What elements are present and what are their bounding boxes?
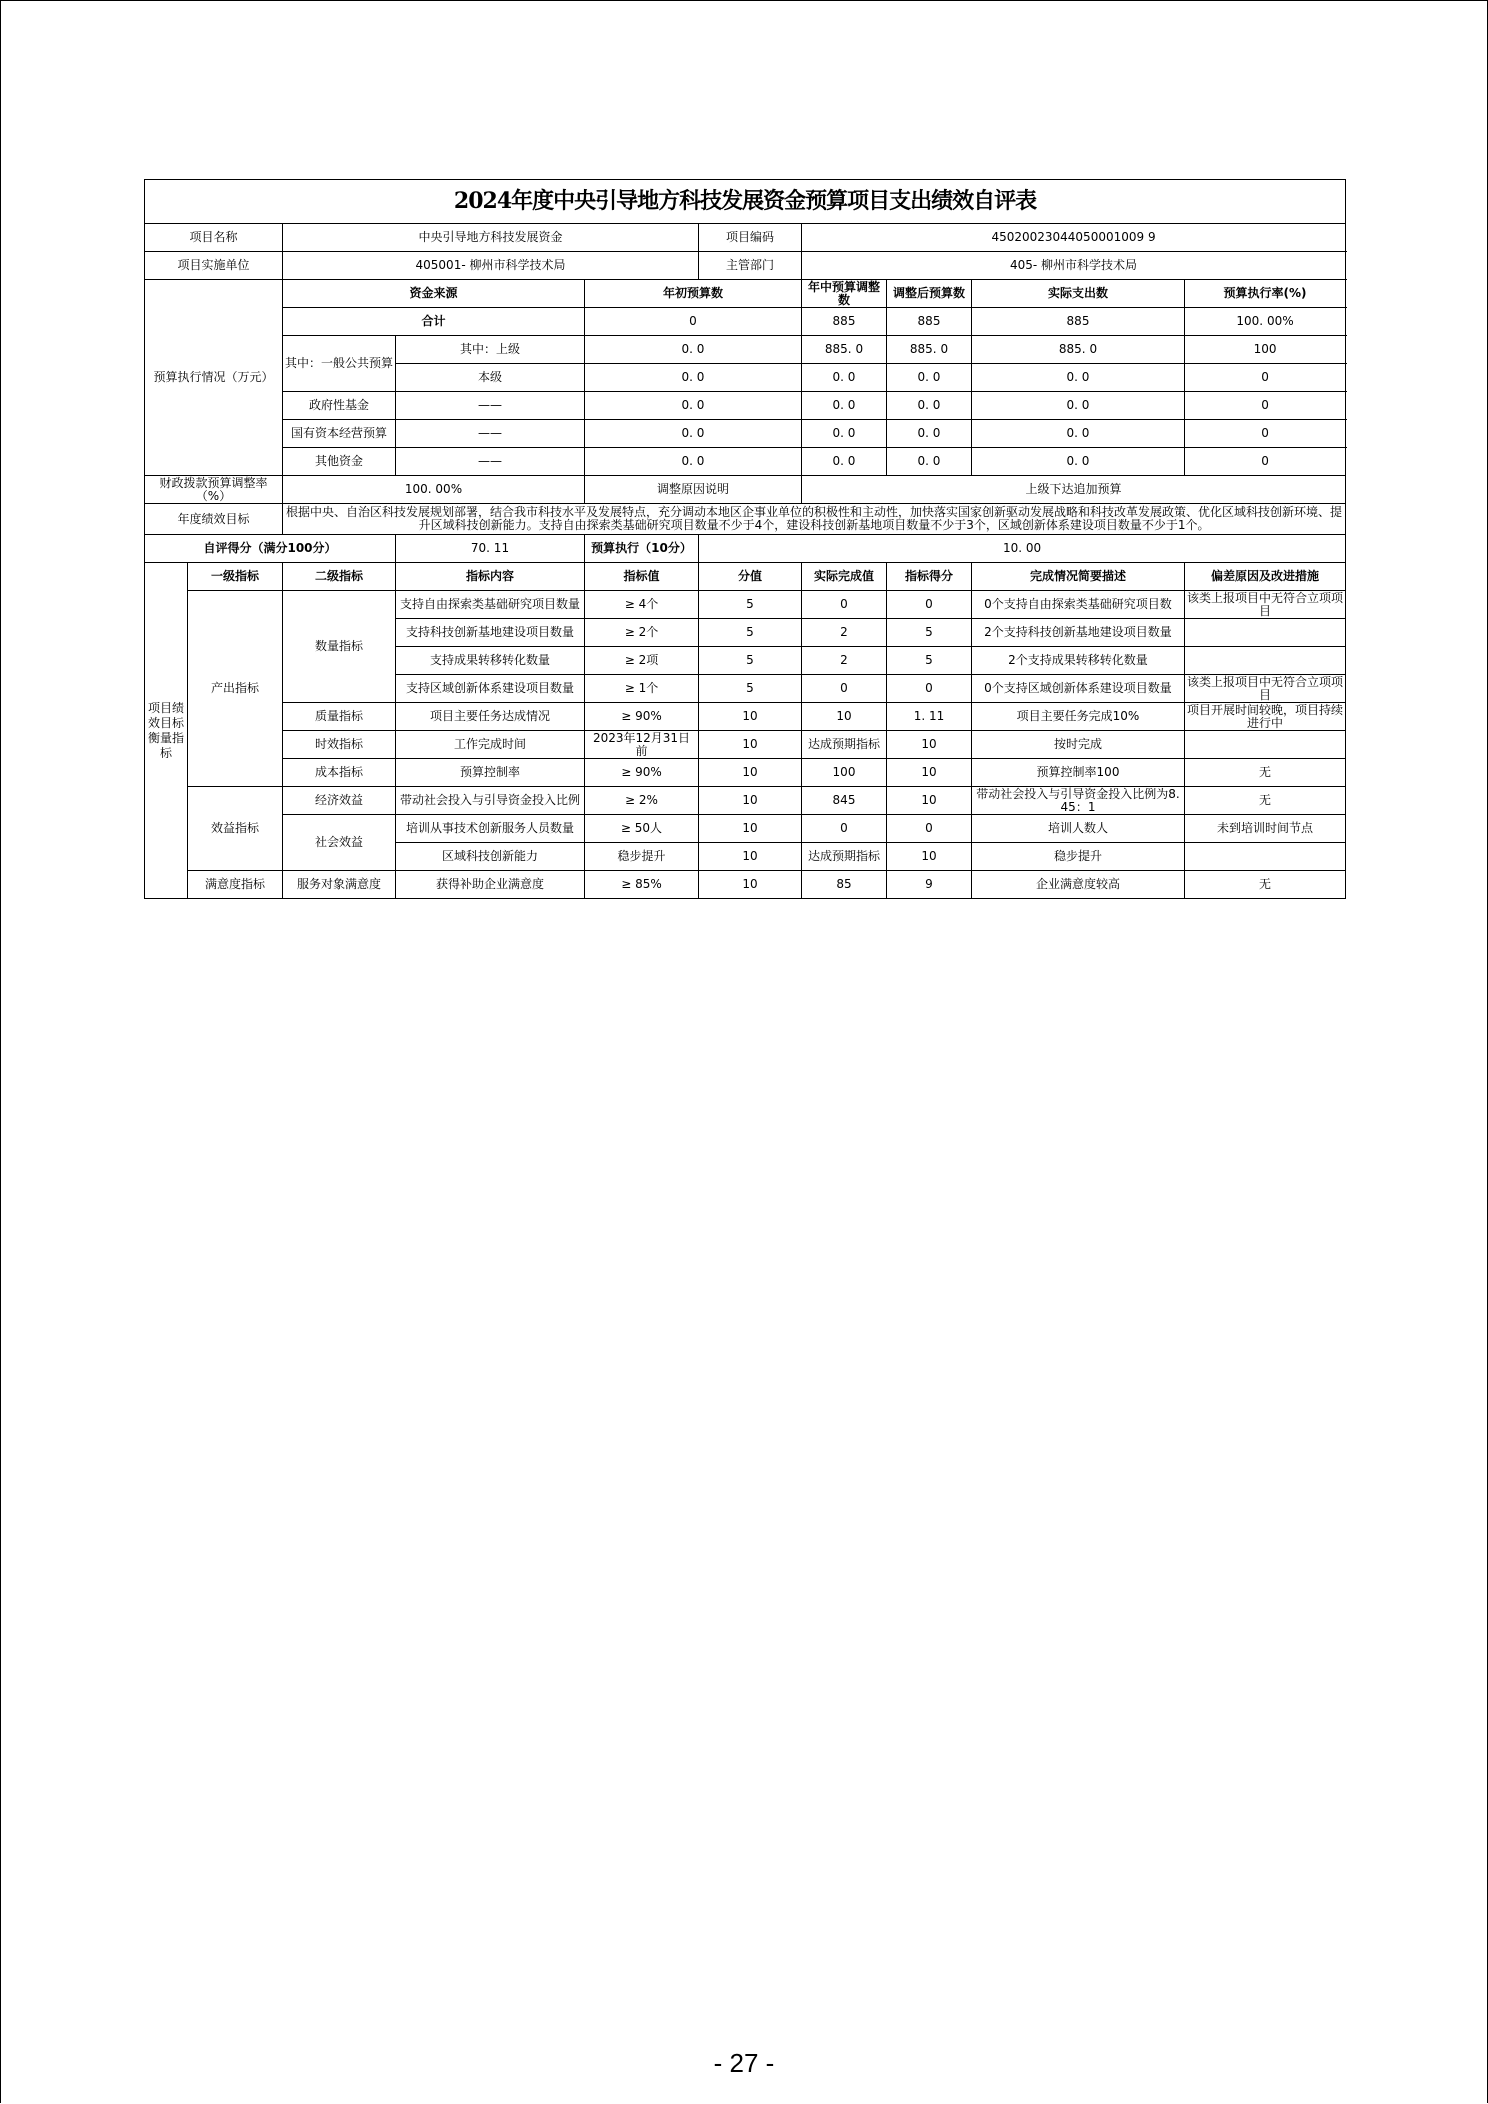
service-satisfaction-label: 服务对象满意度 <box>283 871 396 899</box>
output-indicator-label: 产出指标 <box>188 591 283 787</box>
indicator-score: 10 <box>887 759 972 787</box>
upper-actual: 885. 0 <box>972 336 1185 364</box>
other-fund-mid-adjust: 0. 0 <box>802 448 887 476</box>
indicator-content: 支持科技创新基地建设项目数量 <box>396 619 585 647</box>
indicator-content: 项目主要任务达成情况 <box>396 703 585 731</box>
state-capital-initial: 0. 0 <box>585 420 802 448</box>
budget-upper-row <box>145 336 1346 364</box>
adjustment-rate-label: 财政拨款预算调整率（%） <box>145 476 283 504</box>
quality-indicator-label: 质量指标 <box>283 703 396 731</box>
indicator-summary: 项目主要任务完成10% <box>972 703 1185 731</box>
table-row <box>145 871 1346 899</box>
indicator-actual: 达成预期指标 <box>802 843 887 871</box>
indicator-target: 稳步提升 <box>585 843 699 871</box>
indicator-target: ≥ 50人 <box>585 815 699 843</box>
local-actual: 0. 0 <box>972 364 1185 392</box>
indicator-actual: 845 <box>802 787 887 815</box>
indicator-summary: 稳步提升 <box>972 843 1185 871</box>
header-level2: 二级指标 <box>283 563 396 591</box>
project-code-value: 45020023044050001009 9 <box>802 224 1346 252</box>
indicator-reason: 无 <box>1185 759 1346 787</box>
indicator-target: ≥ 90% <box>585 703 699 731</box>
other-fund-dash: —— <box>396 448 585 476</box>
indicator-score: 0 <box>887 675 972 703</box>
total-mid-adjust: 885 <box>802 308 887 336</box>
indicator-reason <box>1185 843 1346 871</box>
indicator-score: 0 <box>887 815 972 843</box>
header-target: 指标值 <box>585 563 699 591</box>
upper-mid-adjust: 885. 0 <box>802 336 887 364</box>
gov-fund-actual: 0. 0 <box>972 392 1185 420</box>
upper-adjusted: 885. 0 <box>887 336 972 364</box>
budget-execution-label: 预算执行（10分） <box>585 535 699 563</box>
state-capital-rate: 0 <box>1185 420 1346 448</box>
indicator-points: 10 <box>699 843 802 871</box>
gov-fund-rate: 0 <box>1185 392 1346 420</box>
indicator-actual: 2 <box>802 619 887 647</box>
economic-benefit-label: 经济效益 <box>283 787 396 815</box>
indicator-content: 预算控制率 <box>396 759 585 787</box>
indicator-actual: 0 <box>802 591 887 619</box>
adjustment-reason-value: 上级下达追加预算 <box>802 476 1346 504</box>
table-row <box>145 815 1346 843</box>
indicator-content: 支持成果转移转化数量 <box>396 647 585 675</box>
indicator-summary: 按时完成 <box>972 731 1185 759</box>
indicator-target: 2023年12月31日前 <box>585 731 699 759</box>
indicator-summary: 2个支持成果转移转化数量 <box>972 647 1185 675</box>
local-rate: 0 <box>1185 364 1346 392</box>
project-name-label: 项目名称 <box>145 224 283 252</box>
adjustment-reason-label: 调整原因说明 <box>585 476 802 504</box>
page-number: - 27 - <box>713 2048 775 2078</box>
indicator-score: 5 <box>887 619 972 647</box>
indicator-summary: 带动社会投入与引导资金投入比例为8. 45：1 <box>972 787 1185 815</box>
indicator-content: 支持区域创新体系建设项目数量 <box>396 675 585 703</box>
other-fund-actual: 0. 0 <box>972 448 1185 476</box>
header-content: 指标内容 <box>396 563 585 591</box>
indicator-points: 10 <box>699 759 802 787</box>
state-capital-adjusted: 0. 0 <box>887 420 972 448</box>
cost-indicator-label: 成本指标 <box>283 759 396 787</box>
indicator-reason: 无 <box>1185 871 1346 899</box>
local-label: 本级 <box>396 364 585 392</box>
budget-header-row <box>145 280 1346 308</box>
upper-initial: 0. 0 <box>585 336 802 364</box>
state-capital-dash: —— <box>396 420 585 448</box>
indicator-reason <box>1185 647 1346 675</box>
indicator-content: 获得补助企业满意度 <box>396 871 585 899</box>
indicator-points: 5 <box>699 675 802 703</box>
indicator-content: 区域科技创新能力 <box>396 843 585 871</box>
satisfaction-indicator-label: 满意度指标 <box>188 871 283 899</box>
indicator-actual: 10 <box>802 703 887 731</box>
header-reason: 偏差原因及改进措施 <box>1185 563 1346 591</box>
indicator-content: 培训从事技术创新服务人员数量 <box>396 815 585 843</box>
indicator-content: 支持自由探索类基础研究项目数量 <box>396 591 585 619</box>
indicator-target: ≥ 2% <box>585 787 699 815</box>
other-fund-adjusted: 0. 0 <box>887 448 972 476</box>
indicator-reason: 未到培训时间节点 <box>1185 815 1346 843</box>
indicator-score: 0 <box>887 591 972 619</box>
gov-fund-mid-adjust: 0. 0 <box>802 392 887 420</box>
state-capital-mid-adjust: 0. 0 <box>802 420 887 448</box>
other-fund-initial: 0. 0 <box>585 448 802 476</box>
local-initial: 0. 0 <box>585 364 802 392</box>
indicator-target: ≥ 90% <box>585 759 699 787</box>
budget-gov-fund-row <box>145 392 1346 420</box>
gov-fund-adjusted: 0. 0 <box>887 392 972 420</box>
table-title: 2024年度中央引导地方科技发展资金预算项目支出绩效自评表 <box>145 180 1346 224</box>
indicator-reason: 无 <box>1185 787 1346 815</box>
indicator-reason: 该类上报项目中无符合立项项目 <box>1185 675 1346 703</box>
indicator-summary: 企业满意度较高 <box>972 871 1185 899</box>
indicator-target: ≥ 4个 <box>585 591 699 619</box>
indicator-score: 9 <box>887 871 972 899</box>
score-row <box>145 535 1346 563</box>
header-rate: 预算执行率(%) <box>1185 280 1346 308</box>
indicator-points: 5 <box>699 591 802 619</box>
header-initial: 年初预算数 <box>585 280 802 308</box>
self-score-value: 70. 11 <box>396 535 585 563</box>
indicator-points: 5 <box>699 619 802 647</box>
total-label: 合计 <box>283 308 585 336</box>
state-capital-actual: 0. 0 <box>972 420 1185 448</box>
header-adjusted: 调整后预算数 <box>887 280 972 308</box>
indicator-actual: 0 <box>802 675 887 703</box>
table-row <box>145 591 1346 619</box>
header-source: 资金来源 <box>283 280 585 308</box>
annual-goal-text: 根据中央、自治区科技发展规划部署，结合我市科技水平及发展特点，充分调动本地区企事业单位的积极性和主动性，加快落实国家创新驱动发展战略和科技改革发展政策、优化区域科技创新环境、提升区域科技创新能力。支持自由探索类基础研究项目数量不少于4个，建设科技创新基地项目数量不少于3个，区域创新体系建设项目数量不少于1个。 <box>283 504 1346 535</box>
indicator-points: 10 <box>699 787 802 815</box>
header-actual-value: 实际完成值 <box>802 563 887 591</box>
indicator-actual: 100 <box>802 759 887 787</box>
total-initial: 0 <box>585 308 802 336</box>
indicator-reason: 该类上报项目中无符合立项项目 <box>1185 591 1346 619</box>
info-row-name <box>145 224 1346 252</box>
indicator-actual: 达成预期指标 <box>802 731 887 759</box>
indicator-actual: 2 <box>802 647 887 675</box>
budget-execution-value: 10. 00 <box>699 535 1346 563</box>
indicator-reason <box>1185 619 1346 647</box>
indicator-actual: 0 <box>802 815 887 843</box>
table-row <box>145 731 1346 759</box>
indicator-score: 10 <box>887 787 972 815</box>
indicator-summary: 2个支持科技创新基地建设项目数量 <box>972 619 1185 647</box>
social-benefit-label: 社会效益 <box>283 815 396 871</box>
indicator-reason <box>1185 731 1346 759</box>
indicator-score: 10 <box>887 843 972 871</box>
local-adjusted: 0. 0 <box>887 364 972 392</box>
header-actual: 实际支出数 <box>972 280 1185 308</box>
indicator-score: 10 <box>887 731 972 759</box>
indicator-summary: 0个支持区域创新体系建设项目数量 <box>972 675 1185 703</box>
total-adjusted: 885 <box>887 308 972 336</box>
header-mid-adjust: 年中预算调整数 <box>802 280 887 308</box>
indicator-target: ≥ 1个 <box>585 675 699 703</box>
supervising-dept-label: 主管部门 <box>699 252 802 280</box>
benefit-indicator-label: 效益指标 <box>188 787 283 871</box>
header-score: 指标得分 <box>887 563 972 591</box>
indicator-header-row <box>145 563 1346 591</box>
budget-section-label: 预算执行情况（万元） <box>145 280 283 476</box>
indicator-section-label: 项目绩效目标衡量指标 <box>145 563 188 899</box>
upper-rate: 100 <box>1185 336 1346 364</box>
indicator-summary: 预算控制率100 <box>972 759 1185 787</box>
indicator-content: 工作完成时间 <box>396 731 585 759</box>
header-level1: 一级指标 <box>188 563 283 591</box>
general-budget-label: 其中：一般公共预算 <box>283 336 396 392</box>
evaluation-table <box>144 179 1346 899</box>
self-score-label: 自评得分（满分100分） <box>145 535 396 563</box>
indicator-points: 10 <box>699 703 802 731</box>
info-row-unit <box>145 252 1346 280</box>
adjustment-row <box>145 476 1346 504</box>
total-actual: 885 <box>972 308 1185 336</box>
indicator-score: 1. 11 <box>887 703 972 731</box>
indicator-target: ≥ 2项 <box>585 647 699 675</box>
indicator-reason: 项目开展时间较晚，项目持续进行中 <box>1185 703 1346 731</box>
project-code-label: 项目编码 <box>699 224 802 252</box>
table-row <box>145 759 1346 787</box>
upper-label: 其中：上级 <box>396 336 585 364</box>
implementing-unit-value: 405001- 柳州市科学技术局 <box>283 252 699 280</box>
implementing-unit-label: 项目实施单位 <box>145 252 283 280</box>
indicator-summary: 培训人数人 <box>972 815 1185 843</box>
indicator-content: 带动社会投入与引导资金投入比例 <box>396 787 585 815</box>
indicator-target: ≥ 2个 <box>585 619 699 647</box>
indicator-summary: 0个支持自由探索类基础研究项目数 <box>972 591 1185 619</box>
indicator-points: 10 <box>699 815 802 843</box>
table-row <box>145 703 1346 731</box>
budget-total-row <box>145 308 1346 336</box>
indicator-actual: 85 <box>802 871 887 899</box>
other-fund-label: 其他资金 <box>283 448 396 476</box>
local-mid-adjust: 0. 0 <box>802 364 887 392</box>
indicator-points: 10 <box>699 731 802 759</box>
indicator-points: 5 <box>699 647 802 675</box>
annual-goal-row <box>145 504 1346 535</box>
gov-fund-dash: —— <box>396 392 585 420</box>
indicator-points: 10 <box>699 871 802 899</box>
other-fund-rate: 0 <box>1185 448 1346 476</box>
supervising-dept-value: 405- 柳州市科学技术局 <box>802 252 1346 280</box>
gov-fund-label: 政府性基金 <box>283 392 396 420</box>
indicator-target: ≥ 85% <box>585 871 699 899</box>
adjustment-rate-value: 100. 00% <box>283 476 585 504</box>
indicator-score: 5 <box>887 647 972 675</box>
header-points: 分值 <box>699 563 802 591</box>
budget-other-row <box>145 448 1346 476</box>
budget-state-capital-row <box>145 420 1346 448</box>
total-rate: 100. 00% <box>1185 308 1346 336</box>
quantity-indicator-label: 数量指标 <box>283 591 396 703</box>
time-indicator-label: 时效指标 <box>283 731 396 759</box>
annual-goal-label: 年度绩效目标 <box>145 504 283 535</box>
state-capital-label: 国有资本经营预算 <box>283 420 396 448</box>
gov-fund-initial: 0. 0 <box>585 392 802 420</box>
header-summary: 完成情况简要描述 <box>972 563 1185 591</box>
project-name-value: 中央引导地方科技发展资金 <box>283 224 699 252</box>
table-row <box>145 787 1346 815</box>
